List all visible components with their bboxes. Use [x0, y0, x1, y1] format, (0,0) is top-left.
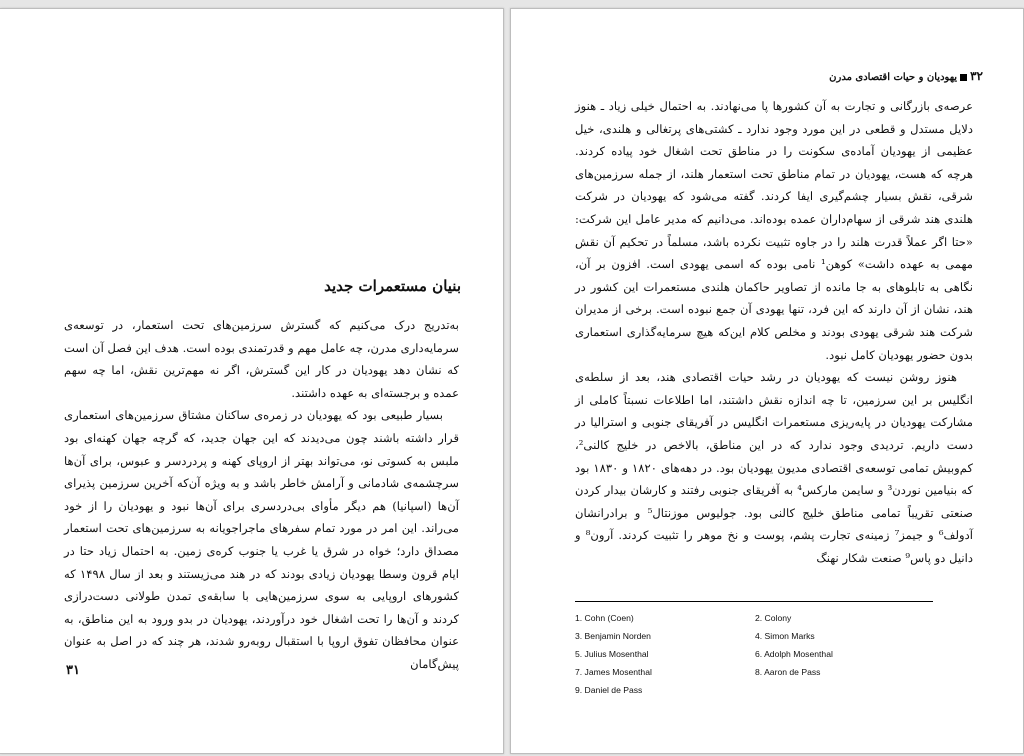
footnote: 5. Julius Mosenthal	[575, 649, 649, 659]
left-page	[0, 8, 504, 754]
section-heading: بنیان مستعمرات جدید	[324, 277, 461, 295]
paragraph: به‌تدریج درک می‌کنیم که گسترش سرزمین‌های تحت استعمار، در توسعه‌ی سرمایه‌داری مدرن، چه عامل مهم و قدرتمندی بوده است. هدف این فصل آن است که نشان دهد یهودیان در کار این گسترش، اگر نه مهم‌ترین نقش، اما چه سهم عمده و برجسته‌ای به عهده داشتند.	[64, 318, 459, 400]
footnote: 9. Daniel de Pass	[575, 685, 643, 695]
running-head-page-number: ۳۲	[970, 69, 983, 83]
paragraph: بسیار طبیعی بود که یهودیان در زمره‌ی ساکنان مشتاق سرزمین‌های استعماری قرار داشته باشند چون می‌دیدند که این جهان جدید، که گرچه جهان کهنه‌ای بود ملبس به کسوتی نو، می‌تواند بهتر از اروپای کهنه و پردردسر و عبوس، برای آن‌ها سرچشمه‌ی شادمانی و آرامش خاطر باشد و به ویژه آن‌که آخرین سرزمین پذیرای آن‌ها (اسپانیا) هم دیگر مأوای بی‌دردسری برای آن‌ها نبود و یهودیان را از خود می‌راند. این امر در مورد تمام سفرهای ماجراجویانه به سرزمین‌های تحت استعمار مصداق دارد؛ خواه در شرق یا غرب یا جنوب کره‌ی زمین. به احتمال زیاد حتا در ایام قرون وسطا یهودیان زیادی بودند که در هند می‌زیستند و بعد از سال ۱۴۹۸ که کشورهای اروپایی به سوی سرزمین‌هایی با سابقه‌ی تمدن طولانی دست‌درازی کردند و آن‌ها را تحت اشغال خود درآوردند، یهودیان در بدو ورود به این مناطق، به عنوان محافظان تفوق اروپا با استقبال روبه‌رو شدند، هر چند که در اصل به عنوان پیش‌گامان	[64, 408, 459, 671]
footnote: 6. Adolph Mosenthal	[755, 649, 833, 659]
footnote: 2. Colony	[755, 613, 792, 623]
left-page-body	[64, 314, 459, 676]
footnote: 8. Aaron de Pass	[755, 667, 821, 677]
footnote-divider	[575, 601, 933, 602]
footnote: 1. Cohn (Coen)	[575, 613, 634, 623]
right-page	[510, 8, 1024, 754]
running-head	[829, 69, 983, 83]
running-head-title: یهودیان و حیات اقتصادی مدرن	[829, 72, 958, 83]
page-number: ۳۱	[66, 663, 80, 678]
right-page-body	[575, 95, 973, 569]
footnote: 4. Simon Marks	[755, 631, 815, 641]
paragraph: عرصه‌ی بازرگانی و تجارت به آن کشورها پا می‌نهادند. به احتمال خیلی زیاد ـ هنوز دلایل مستدل و قطعی در این مورد وجود ندارد ـ کشتی‌های پرتغالی و هلندی، خیل عظیمی از یهودیان آماده‌ی سکونت را در مناطق تحت اشغال خود پیاده کردند. هرچه که هست، یهودیان در تمام مناطق تحت استعمار هلند، از جمله سرزمین‌های شرقی، نقش بسیار چشم‌گیری ایفا کردند. گفته می‌شود که یهودیان در شرکت هلندی هند شرقی از سهام‌داران عمده بوده‌اند. می‌دانیم که مدیر عامل این شرکت: «حتا اگر عملاً قدرت هلند را در جاوه تثبیت نکرده باشد، مسلماً در تحکیم آن نقش مهمی به عهده داشت» کوهن¹ نامی بوده که اسمی یهودی است. افزون بر آن، نگاهی به تابلوهای به جا مانده از تصاویر حاکمان هلندی مستعمرات این کشور در هند، نشان از آن دارند که این فرد، تنها یهودی آن جمع نبوده است. برخی از مدیران شرکت هند شرقی یهودی بودند و مخلص کلام این‌که هیچ سرمایه‌گذاری استعماری بدون حضور یهودیان کامل نبود.	[575, 99, 973, 362]
paragraph: هنوز روشن نیست که یهودیان در رشد حیات اقتصادی هند، بعد از سلطه‌ی انگلیس بر این سرزمین، تا چه اندازه نقش داشتند، اما اطلاعات نسبتاً کاملی از مشارکت یهودیان در پایه‌ریزی مستعمرات انگلیس در آفریقای جنوبی و استرالیا در دست داریم. تردیدی وجود ندارد که در این مناطق، بالاخص در خلیج کالنی²، کم‌وبیش تمامی توسعه‌ی اقتصادی مدیون یهودیان بود. در دهه‌های ۱۸۲۰ و ۱۸۳۰ بود که بنیامین نوردن³ و سایمن مارکس⁴ به آفریقای جنوبی رفتند و کارشان بیدار کردن صنعتی تقریباً تمامی مناطق خلیج کالنی بود. جولیوس موزنتال⁵ و برادرانشان آدولف⁶ و جیمز⁷ زمینه‌ی تجارت پشم، پوست و نخ موهر را تثبیت کردند. آرون⁸ و دانیل دو پاس⁹ صنعت شکار نهنگ	[575, 370, 973, 565]
square-bullet-icon	[960, 74, 967, 81]
footnote: 7. James Mosenthal	[575, 667, 652, 677]
footnote: 3. Benjamin Norden	[575, 631, 651, 641]
